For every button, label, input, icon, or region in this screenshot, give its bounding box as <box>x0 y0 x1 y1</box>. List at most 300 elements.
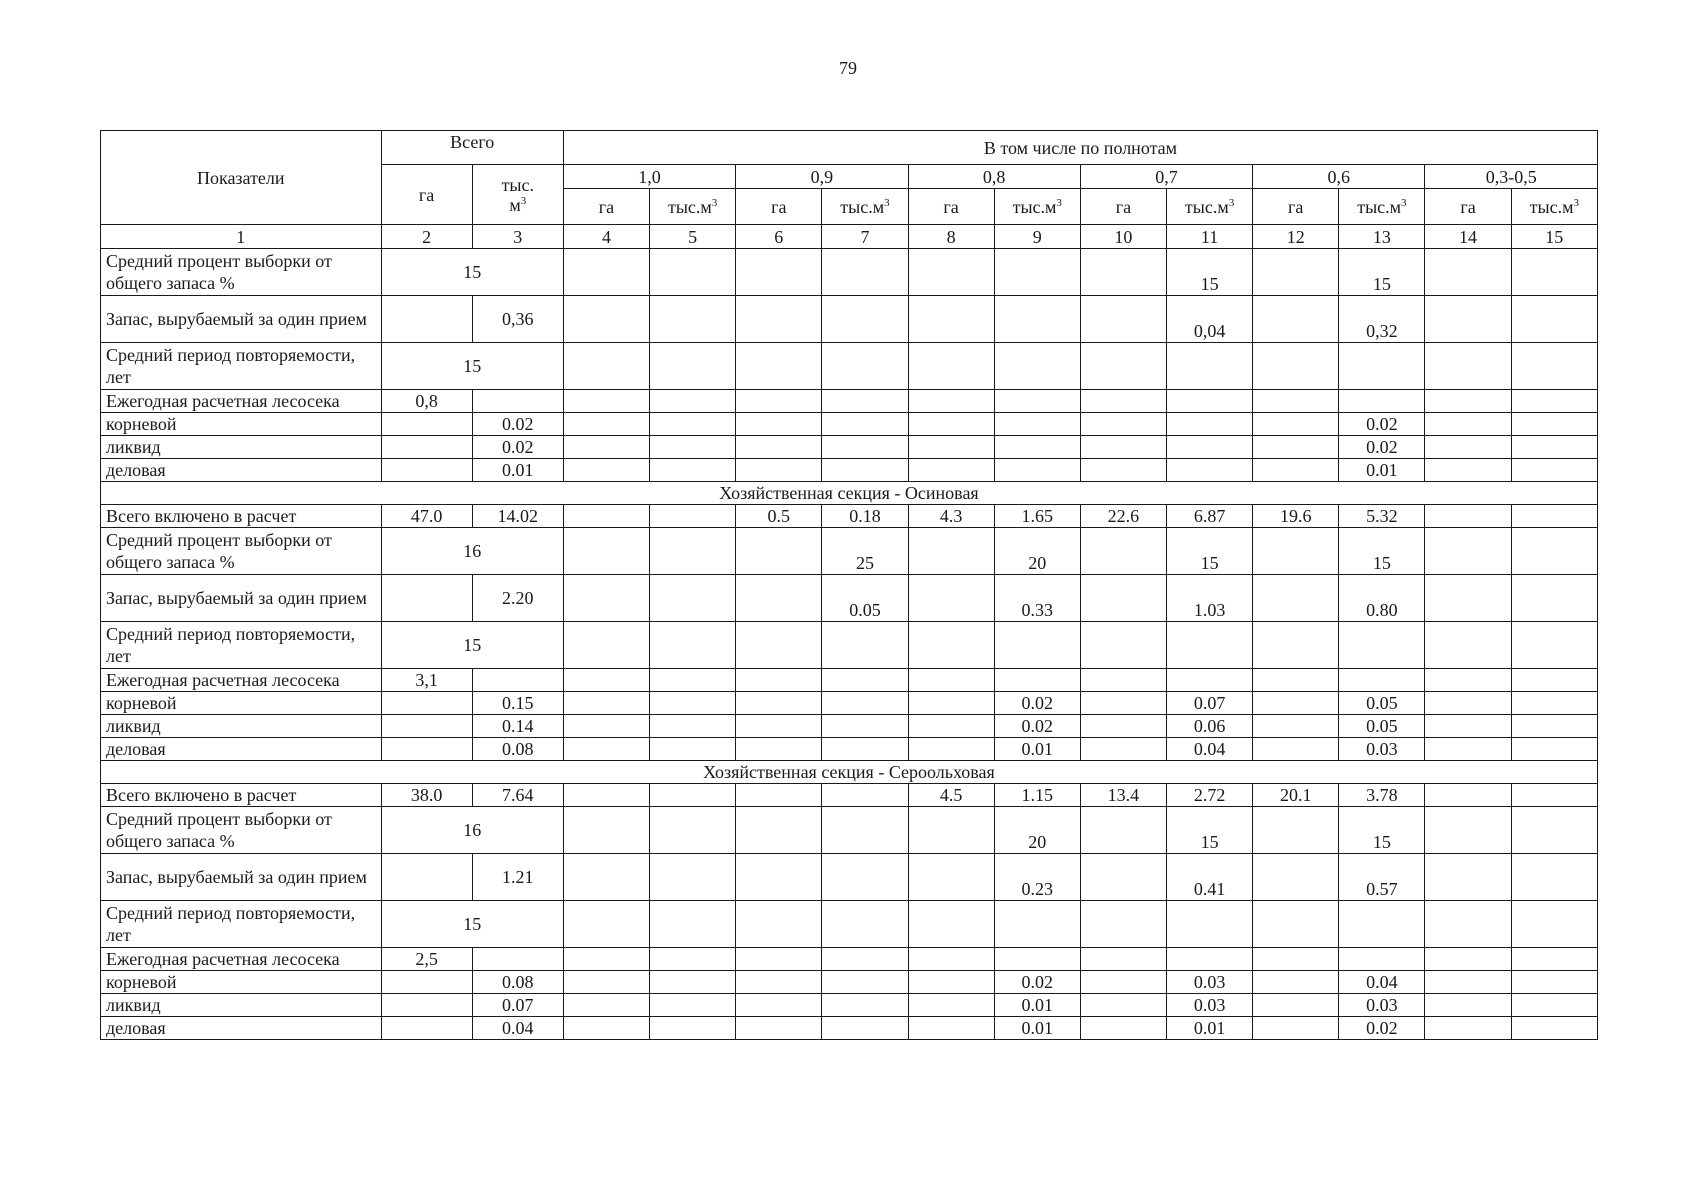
value-cell <box>1511 854 1597 901</box>
value-cell: 0.5 <box>736 505 822 528</box>
value-cell <box>908 390 994 413</box>
value-cell: 0.06 <box>1166 715 1252 738</box>
total-merged-cell: 15 <box>381 249 563 296</box>
value-cell: 4.5 <box>908 784 994 807</box>
value-cell: 0.03 <box>1166 994 1252 1017</box>
value-cell: 0.03 <box>1166 971 1252 994</box>
value-cell: 15 <box>1166 528 1252 575</box>
value-cell <box>822 784 908 807</box>
value-cell <box>563 622 649 669</box>
value-cell <box>994 948 1080 971</box>
value-cell <box>650 715 736 738</box>
value-cell <box>1253 296 1339 343</box>
value-cell <box>650 459 736 482</box>
value-cell <box>1511 575 1597 622</box>
value-cell <box>736 854 822 901</box>
value-cell <box>1080 436 1166 459</box>
header-density-group: 0,3-0,5 <box>1425 165 1598 189</box>
value-cell: 15 <box>1339 249 1425 296</box>
total-ha-cell: 47.0 <box>381 505 472 528</box>
total-ha-cell <box>381 738 472 761</box>
value-cell: 15 <box>1166 807 1252 854</box>
total-ha-cell <box>381 692 472 715</box>
value-cell <box>563 854 649 901</box>
table-row <box>101 669 1598 692</box>
total-ha-cell <box>381 715 472 738</box>
total-m3-cell <box>472 948 563 971</box>
header-unit-ha: га <box>1080 189 1166 225</box>
table-row <box>101 436 1598 459</box>
value-cell <box>650 249 736 296</box>
value-cell <box>1080 413 1166 436</box>
value-cell <box>650 669 736 692</box>
value-cell <box>736 807 822 854</box>
page-number: 79 <box>839 58 857 78</box>
header-unit-m3: $тыс.м^3$ <box>1511 189 1597 225</box>
value-cell: 13.4 <box>1080 784 1166 807</box>
section-title: Хозяйственная секция - Осиновая <box>101 482 1598 505</box>
value-cell <box>1511 296 1597 343</box>
table-row <box>101 948 1598 971</box>
value-cell <box>908 692 994 715</box>
value-cell <box>1511 715 1597 738</box>
column-number: 13 <box>1339 225 1425 249</box>
value-cell <box>1080 854 1166 901</box>
value-cell: 0.01 <box>994 738 1080 761</box>
value-cell <box>1253 343 1339 390</box>
row-label: Средний процент выборки от общего запаса % <box>101 807 382 854</box>
value-cell <box>1425 994 1511 1017</box>
row-label: ликвид <box>101 436 382 459</box>
value-cell <box>822 459 908 482</box>
value-cell: 0.02 <box>994 971 1080 994</box>
value-cell <box>563 901 649 948</box>
row-label: Ежегодная расчетная лесосека <box>101 669 382 692</box>
value-cell <box>736 436 822 459</box>
value-cell <box>1511 622 1597 669</box>
value-cell <box>650 784 736 807</box>
value-cell <box>1166 622 1252 669</box>
total-ha-cell: 3,1 <box>381 669 472 692</box>
value-cell <box>1425 738 1511 761</box>
value-cell <box>1425 1017 1511 1040</box>
value-cell <box>1080 994 1166 1017</box>
value-cell <box>1166 948 1252 971</box>
value-cell <box>1511 948 1597 971</box>
value-cell: 0.03 <box>1339 738 1425 761</box>
table-row <box>101 413 1598 436</box>
table-row <box>101 901 1598 948</box>
value-cell <box>1425 715 1511 738</box>
value-cell <box>1511 505 1597 528</box>
value-cell <box>908 622 994 669</box>
row-label: Средний период повторяемости, лет <box>101 622 382 669</box>
value-cell <box>1253 971 1339 994</box>
value-cell <box>736 528 822 575</box>
header-unit-ha: га <box>908 189 994 225</box>
total-ha-cell <box>381 459 472 482</box>
value-cell <box>1425 390 1511 413</box>
value-cell <box>1425 296 1511 343</box>
value-cell <box>1253 413 1339 436</box>
section-title-row <box>101 482 1598 505</box>
table-header <box>101 131 1598 249</box>
header-unit-m3: $тыс.м^3$ <box>1166 189 1252 225</box>
value-cell <box>1080 459 1166 482</box>
value-cell <box>994 669 1080 692</box>
value-cell: 15 <box>1339 807 1425 854</box>
value-cell <box>736 459 822 482</box>
total-merged-cell: 15 <box>381 622 563 669</box>
value-cell <box>1511 669 1597 692</box>
value-cell: 0,04 <box>1166 296 1252 343</box>
value-cell <box>1425 901 1511 948</box>
total-ha-cell <box>381 436 472 459</box>
value-cell <box>650 296 736 343</box>
table-row <box>101 715 1598 738</box>
value-cell <box>563 575 649 622</box>
total-m3-cell: 0.15 <box>472 692 563 715</box>
column-number: 10 <box>1080 225 1166 249</box>
value-cell <box>822 994 908 1017</box>
value-cell <box>994 390 1080 413</box>
value-cell: 0.33 <box>994 575 1080 622</box>
value-cell <box>1253 622 1339 669</box>
header-density-group: 0,6 <box>1253 165 1425 189</box>
value-cell <box>1511 528 1597 575</box>
value-cell <box>1339 343 1425 390</box>
value-cell <box>1080 692 1166 715</box>
value-cell <box>1511 971 1597 994</box>
row-label: деловая <box>101 459 382 482</box>
value-cell: 20 <box>994 528 1080 575</box>
header-unit-m3: $тыс.м^3$ <box>1339 189 1425 225</box>
value-cell <box>736 296 822 343</box>
value-cell <box>650 413 736 436</box>
value-cell <box>994 901 1080 948</box>
value-cell <box>736 575 822 622</box>
value-cell <box>908 669 994 692</box>
value-cell: 0.07 <box>1166 692 1252 715</box>
value-cell <box>736 784 822 807</box>
value-cell <box>1511 994 1597 1017</box>
value-cell <box>563 994 649 1017</box>
table-row <box>101 528 1598 575</box>
row-label: Запас, вырубаемый за один прием <box>101 296 382 343</box>
allowable-cut-table <box>100 130 1598 1040</box>
value-cell <box>1425 971 1511 994</box>
value-cell <box>1425 669 1511 692</box>
total-m3-cell: 0.04 <box>472 1017 563 1040</box>
value-cell <box>908 971 994 994</box>
value-cell <box>1425 948 1511 971</box>
table-row <box>101 459 1598 482</box>
row-label: ликвид <box>101 715 382 738</box>
value-cell <box>736 901 822 948</box>
value-cell <box>563 971 649 994</box>
row-label: Всего включено в расчет <box>101 505 382 528</box>
value-cell <box>563 948 649 971</box>
value-cell <box>994 343 1080 390</box>
value-cell <box>994 296 1080 343</box>
value-cell <box>563 296 649 343</box>
value-cell <box>1080 948 1166 971</box>
value-cell <box>822 1017 908 1040</box>
value-cell <box>822 343 908 390</box>
row-label: корневой <box>101 413 382 436</box>
value-cell <box>1425 459 1511 482</box>
value-cell <box>1080 296 1166 343</box>
table-row <box>101 692 1598 715</box>
value-cell <box>1080 971 1166 994</box>
row-label: Средний период повторяемости, лет <box>101 901 382 948</box>
value-cell <box>1253 459 1339 482</box>
row-label: Запас, вырубаемый за один прием <box>101 854 382 901</box>
header-unit-ha: га <box>1253 189 1339 225</box>
value-cell <box>1425 622 1511 669</box>
value-cell <box>1080 622 1166 669</box>
value-cell <box>563 459 649 482</box>
row-label: Ежегодная расчетная лесосека <box>101 948 382 971</box>
value-cell: 20 <box>994 807 1080 854</box>
value-cell <box>1425 343 1511 390</box>
section-title: Хозяйственная секция - Сероольховая <box>101 761 1598 784</box>
value-cell <box>822 249 908 296</box>
value-cell <box>650 854 736 901</box>
table-row <box>101 807 1598 854</box>
value-cell <box>1080 575 1166 622</box>
value-cell <box>908 901 994 948</box>
table-row <box>101 390 1598 413</box>
value-cell <box>822 715 908 738</box>
value-cell: 0.23 <box>994 854 1080 901</box>
table-row <box>101 343 1598 390</box>
table-body <box>101 249 1598 1040</box>
table-row <box>101 854 1598 901</box>
value-cell <box>822 948 908 971</box>
value-cell <box>1425 505 1511 528</box>
value-cell: 22.6 <box>1080 505 1166 528</box>
value-cell <box>736 390 822 413</box>
value-cell <box>1253 1017 1339 1040</box>
value-cell: 0.01 <box>1166 1017 1252 1040</box>
value-cell <box>908 413 994 436</box>
value-cell <box>650 528 736 575</box>
value-cell <box>908 738 994 761</box>
value-cell <box>650 575 736 622</box>
value-cell <box>650 994 736 1017</box>
value-cell <box>908 1017 994 1040</box>
column-number: 2 <box>381 225 472 249</box>
header-total: Всего <box>381 131 563 165</box>
value-cell <box>1425 575 1511 622</box>
total-m3-cell: 0.14 <box>472 715 563 738</box>
value-cell <box>1253 528 1339 575</box>
value-cell <box>650 807 736 854</box>
row-label: ликвид <box>101 994 382 1017</box>
table-row <box>101 296 1598 343</box>
value-cell <box>1166 669 1252 692</box>
value-cell: 1.03 <box>1166 575 1252 622</box>
value-cell <box>1253 249 1339 296</box>
table-row <box>101 505 1598 528</box>
value-cell <box>563 413 649 436</box>
total-ha-cell <box>381 413 472 436</box>
value-cell: 25 <box>822 528 908 575</box>
value-cell <box>822 390 908 413</box>
value-cell <box>1425 413 1511 436</box>
table-row <box>101 1017 1598 1040</box>
value-cell <box>1339 622 1425 669</box>
value-cell <box>650 738 736 761</box>
table-row <box>101 622 1598 669</box>
value-cell <box>994 413 1080 436</box>
value-cell: 0.57 <box>1339 854 1425 901</box>
total-m3-cell: 0.01 <box>472 459 563 482</box>
table-row <box>101 784 1598 807</box>
value-cell <box>1166 459 1252 482</box>
total-m3-cell: 0.02 <box>472 413 563 436</box>
value-cell <box>1511 413 1597 436</box>
value-cell: 0.04 <box>1339 971 1425 994</box>
value-cell <box>1166 413 1252 436</box>
table-row <box>101 738 1598 761</box>
value-cell: 0.01 <box>994 1017 1080 1040</box>
value-cell <box>1080 669 1166 692</box>
value-cell: 0.01 <box>994 994 1080 1017</box>
column-number: 3 <box>472 225 563 249</box>
value-cell <box>1166 436 1252 459</box>
table-row <box>101 971 1598 994</box>
value-cell <box>1253 390 1339 413</box>
total-merged-cell: 16 <box>381 528 563 575</box>
value-cell <box>908 459 994 482</box>
value-cell: 0.03 <box>1339 994 1425 1017</box>
header-density-group: 0,9 <box>736 165 908 189</box>
row-label: Средний процент выборки от общего запаса % <box>101 249 382 296</box>
value-cell <box>1253 948 1339 971</box>
value-cell: 19.6 <box>1253 505 1339 528</box>
value-cell <box>1166 901 1252 948</box>
header-total-m3: тыс. $м^3$ <box>472 165 563 225</box>
column-number: 8 <box>908 225 994 249</box>
value-cell <box>908 343 994 390</box>
total-m3-cell: 0,36 <box>472 296 563 343</box>
value-cell: 0.02 <box>994 715 1080 738</box>
value-cell <box>822 622 908 669</box>
value-cell <box>736 343 822 390</box>
value-cell: 0.05 <box>1339 692 1425 715</box>
value-cell <box>908 575 994 622</box>
value-cell: 2.72 <box>1166 784 1252 807</box>
column-number: 14 <box>1425 225 1511 249</box>
total-ha-cell: 0,8 <box>381 390 472 413</box>
value-cell <box>563 807 649 854</box>
value-cell <box>1425 854 1511 901</box>
value-cell <box>736 971 822 994</box>
value-cell <box>1339 901 1425 948</box>
value-cell <box>1080 807 1166 854</box>
total-merged-cell: 15 <box>381 901 563 948</box>
value-cell <box>736 669 822 692</box>
value-cell <box>736 622 822 669</box>
value-cell <box>563 669 649 692</box>
value-cell <box>822 413 908 436</box>
header-unit-ha: га <box>563 189 649 225</box>
value-cell <box>563 528 649 575</box>
value-cell <box>1253 692 1339 715</box>
total-m3-cell: 0.02 <box>472 436 563 459</box>
value-cell <box>822 669 908 692</box>
value-cell <box>736 738 822 761</box>
value-cell <box>650 901 736 948</box>
value-cell: 0,32 <box>1339 296 1425 343</box>
value-cell: 4.3 <box>908 505 994 528</box>
value-cell <box>994 436 1080 459</box>
header-indicators: Показатели <box>101 131 382 225</box>
column-number: 12 <box>1253 225 1339 249</box>
row-label: корневой <box>101 692 382 715</box>
total-ha-cell <box>381 296 472 343</box>
value-cell <box>1425 807 1511 854</box>
value-cell <box>1425 436 1511 459</box>
value-cell <box>822 738 908 761</box>
value-cell: 20.1 <box>1253 784 1339 807</box>
value-cell <box>563 1017 649 1040</box>
column-number: 1 <box>101 225 382 249</box>
value-cell: 0.01 <box>1339 459 1425 482</box>
total-ha-cell <box>381 994 472 1017</box>
value-cell <box>1253 854 1339 901</box>
row-label: корневой <box>101 971 382 994</box>
value-cell <box>1253 994 1339 1017</box>
value-cell <box>1511 459 1597 482</box>
value-cell <box>563 390 649 413</box>
total-m3-cell: 7.64 <box>472 784 563 807</box>
value-cell <box>1425 692 1511 715</box>
total-m3-cell <box>472 669 563 692</box>
header-total-ha: га <box>381 165 472 225</box>
value-cell <box>908 528 994 575</box>
table-row <box>101 994 1598 1017</box>
value-cell <box>822 692 908 715</box>
total-ha-cell: 2,5 <box>381 948 472 971</box>
value-cell <box>650 343 736 390</box>
value-cell <box>736 692 822 715</box>
value-cell: 0.05 <box>822 575 908 622</box>
header-density-group: 0,7 <box>1080 165 1252 189</box>
value-cell <box>650 505 736 528</box>
header-by-density: В том числе по полнотам <box>563 131 1597 165</box>
value-cell <box>1080 528 1166 575</box>
header-unit-ha: га <box>736 189 822 225</box>
value-cell <box>563 738 649 761</box>
value-cell <box>1339 948 1425 971</box>
value-cell <box>736 413 822 436</box>
column-number: 11 <box>1166 225 1252 249</box>
total-merged-cell: 16 <box>381 807 563 854</box>
value-cell <box>822 807 908 854</box>
value-cell <box>1253 436 1339 459</box>
value-cell <box>1253 901 1339 948</box>
value-cell <box>1080 715 1166 738</box>
value-cell <box>1253 807 1339 854</box>
value-cell <box>1253 575 1339 622</box>
value-cell <box>1080 901 1166 948</box>
value-cell: 3.78 <box>1339 784 1425 807</box>
total-ha-cell <box>381 971 472 994</box>
value-cell <box>650 971 736 994</box>
